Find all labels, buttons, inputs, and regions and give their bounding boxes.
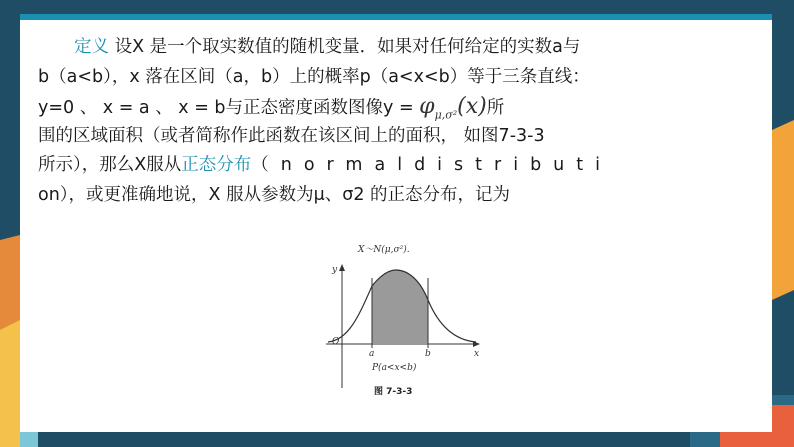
text-line-1 xyxy=(38,33,638,63)
line3-end: 所 xyxy=(486,98,505,118)
card-accent-bar xyxy=(20,14,772,20)
phi-symbol: $\varphi_{\mu,\sigma^2}(x)$ xyxy=(419,94,487,122)
y-axis-label: y xyxy=(332,265,338,275)
text-line-4: 围的区域面积（或者简称作此函数在该区间上的面积， 如图7-3-3 xyxy=(38,125,545,146)
line5-text: 所示），那么X服从 xyxy=(38,155,182,175)
x-axis-label: x xyxy=(474,349,480,359)
a-label: a xyxy=(369,349,375,359)
notebook-decoration xyxy=(0,320,20,447)
line5-end: （normaldistributi xyxy=(251,155,612,175)
normal-distribution-link[interactable]: 正态分布 xyxy=(181,155,252,175)
line3-text: y=0 、 x = a 、 x = b与正态密度函数图像y = xyxy=(38,98,420,118)
figure-caption: 图 7-3-3 xyxy=(374,387,413,397)
line1-text: 设X 是一个取实数值的随机变量．如果对任何给定的实数a与 xyxy=(109,37,581,57)
text-line-6: on），或更准确地说，X 服从参数为μ、σ2 的正态分布，记为 xyxy=(38,184,511,205)
definition-paragraph xyxy=(38,33,638,210)
shaded-area xyxy=(372,270,428,344)
figure-title: X～N(μ,σ²). xyxy=(358,245,410,255)
y-axis-arrow xyxy=(339,264,345,271)
text-line-5 xyxy=(38,151,638,181)
b-label: b xyxy=(425,349,431,359)
origin-label: O xyxy=(332,337,340,347)
text-line-3 xyxy=(38,92,638,122)
normal-distribution-figure xyxy=(318,238,488,400)
triangle-decoration xyxy=(772,120,794,300)
text-line-2: b（a<b），x 落在区间（a，b）上的概率p（a<x<b）等于三条直线： xyxy=(38,66,590,87)
interval-label: P(a<x<b) xyxy=(372,363,417,373)
definition-label: 定义 xyxy=(74,37,109,57)
